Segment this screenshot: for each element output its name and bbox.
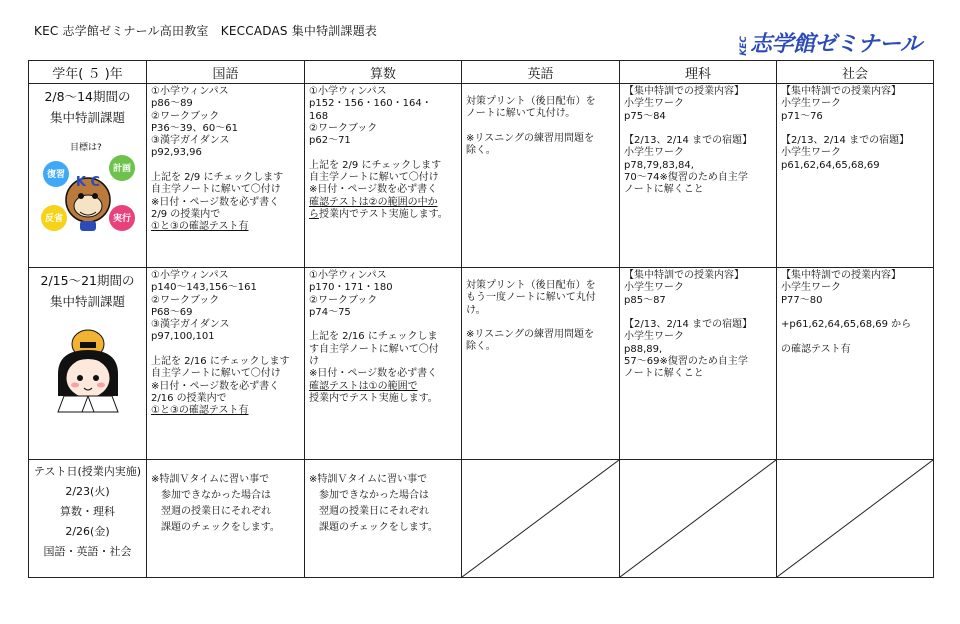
mascot-label: 目標は? (69, 143, 102, 153)
kokugo-cell (147, 460, 305, 578)
sansu-underlined-text: 確認テストは①の範囲で (309, 380, 418, 392)
kokugo-text: ①小学ウィンパス p140～143,156～161 ②ワークブック P68～69 ③漢字ガイダンス p97,100,101 上記を 2/16 にチェックします 自主学ノートに解いて〇付け ※日付・ページ数を必ず書く 2/16 の授業内で (151, 270, 290, 404)
period-cell (29, 84, 147, 268)
sansu-text: ①小学ウィンパス p152・156・160・164・ 168 ②ワークブック p62～71 上記を 2/9 にチェックします 自主学ノートに解いて〇付け ※日付・ページ数を必ず書く (309, 86, 442, 196)
test-date-text: テスト日(授業内実施) 2/23(火) 算数・理科 2/26(金) 国語・英語・社会 (33, 465, 142, 558)
eigo-text: 対策プリント（後日配布）を ノートに解いて丸付け。 ※リスニングの練習用問題を 除く。 (466, 96, 596, 157)
diagonal-slash (620, 460, 776, 577)
sansu-text-tail: 授業内でテスト実施します。 (309, 392, 438, 404)
eigo-cell (462, 84, 620, 268)
sansu-cell (305, 84, 462, 268)
page-title: KEC 志学館ゼミナール高田教室 KECCADAS 集中特訓課題表 (34, 24, 378, 38)
shakai-cell (777, 84, 934, 268)
shakai-cell (777, 268, 934, 460)
period-cell (29, 268, 147, 460)
badge-3: 反省 (44, 214, 63, 224)
period-label: 2/15～21期間の 集中特訓課題 (40, 273, 135, 309)
col-header-sansu: 算数 (305, 61, 462, 84)
table-row (29, 460, 934, 578)
table-row (29, 268, 934, 460)
shakai-empty-cell (777, 460, 934, 578)
rika-empty-cell (620, 460, 777, 578)
sansu-text-tail: 授業内でテスト実施します。 (319, 208, 448, 220)
header-row (29, 61, 934, 84)
logo-small-text: KEC (739, 36, 749, 56)
kokugo-underlined-text: ①と③の確認テスト有 (151, 221, 249, 233)
svg-text:K C: K C (75, 175, 100, 190)
eigo-cell (462, 268, 620, 460)
col-header-grade: 学年( ５ )年 (29, 61, 147, 84)
test-date-cell (29, 460, 147, 578)
kokugo-note: ※特訓Ｖタイムに習い事で 参加できなかった場合は 翌週の授業日にそれぞれ 課題のチェックをします。 (151, 474, 280, 533)
shakai-text: 【集中特訓での授業内容】 小学生ワーク P77～80 +p61,62,64,65,68,69 から の確認テスト有 (781, 270, 912, 355)
diagonal-slash (777, 460, 933, 577)
logo-name: 志学館ゼミナール (750, 32, 922, 57)
badge-4: 実行 (112, 214, 131, 224)
eigo-empty-cell (462, 460, 620, 578)
kokugo-cell (147, 84, 305, 268)
table-row (29, 84, 934, 268)
rika-text: 【集中特訓での授業内容】 小学生ワーク p75～84 【2/13、2/14 までの宿題】 小学生ワーク p78,79,83,84, 70～74※復習のため自主学 ノートに解くこと (624, 86, 753, 196)
assignment-table (28, 60, 934, 578)
col-header-kokugo: 国語 (147, 61, 305, 84)
shakai-text: 【集中特訓での授業内容】 小学生ワーク p71～76 【2/13、2/14 までの宿題】 小学生ワーク p61,62,64,65,68,69 (781, 86, 910, 171)
student-character-illustration (48, 322, 128, 414)
rika-cell (620, 84, 777, 268)
rika-cell (620, 268, 777, 460)
badge-1: 復習 (46, 170, 65, 180)
col-header-shakai: 社会 (777, 61, 934, 84)
sansu-cell (305, 460, 462, 578)
kokugo-underlined-text: ①と③の確認テスト有 (151, 405, 249, 417)
brand-logo (740, 24, 922, 56)
rika-text: 【集中特訓での授業内容】 小学生ワーク p85～87 【2/13、2/14 までの宿題】 小学生ワーク p88,89, 57～69※復習のため自主学 ノートに解くこと (624, 270, 753, 380)
badge-2: 計画 (112, 164, 131, 174)
sansu-cell (305, 268, 462, 460)
period-label: 2/8～14期間の 集中特訓課題 (44, 89, 131, 125)
sansu-note: ※特訓Ｖタイムに習い事で 参加できなかった場合は 翌週の授業日にそれぞれ 課題のチェックをします。 (309, 474, 438, 533)
kokugo-text: ①小学ウィンパス p86～89 ②ワークブック P36～39、60～61 ③漢字ガイダンス p92,93,96 上記を 2/9 にチェックします 自主学ノートに解いて〇付け ※日付・ページ数を必ず書く 2/9 の授業内で (151, 86, 284, 220)
diagonal-slash (462, 460, 619, 577)
sansu-text: ①小学ウィンパス p170・171・180 ②ワークブック p74～75 上記を 2/16 にチェックしま す自主学ノートに解いて〇付 け ※日付・ページ数を必ず書く (309, 270, 439, 380)
sansu-underlined-text: 確認テストは②の範囲の中か ら (309, 196, 438, 220)
eigo-text: 対策プリント（後日配布）を もう一度ノートに解いて丸付 け。 ※リスニングの練習用問題を 除く。 (466, 280, 596, 353)
mascot-goal-illustration (40, 138, 136, 236)
col-header-rika: 理科 (620, 61, 777, 84)
kokugo-cell (147, 268, 305, 460)
col-header-eigo: 英語 (462, 61, 620, 84)
